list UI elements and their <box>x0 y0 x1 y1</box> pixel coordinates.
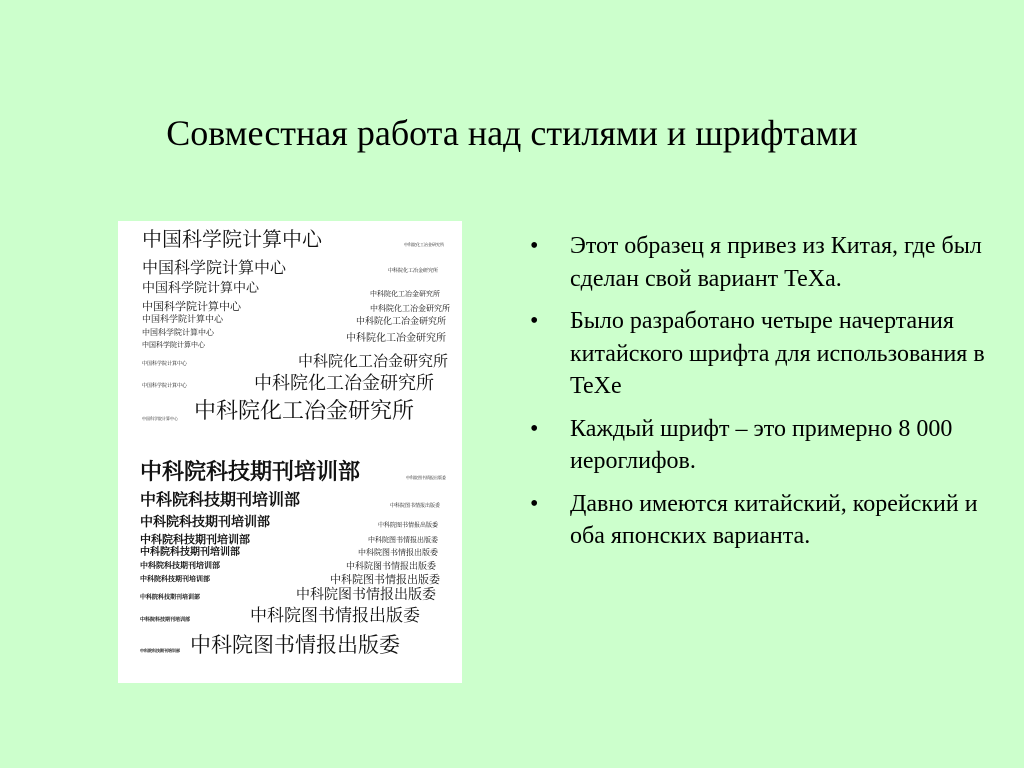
bullet-marker: • <box>530 415 539 442</box>
sample-row: 中科院化工冶金研究所 <box>346 333 446 344</box>
sample-row: 中科院化工冶金研究所 <box>356 317 447 327</box>
sample-row: 中国科学院计算中心 <box>142 361 188 367</box>
sample-row: 中科院图书情报出版委 <box>250 606 420 626</box>
sample-row: 中科院化工冶金研究所 <box>254 373 434 394</box>
sample-row: 中科院科技期刊培训部 <box>140 617 191 623</box>
sample-row: 中科院图书情报出版委 <box>390 503 441 509</box>
sample-row: 中科院科技期刊培训部 <box>140 490 301 509</box>
sample-row: 中科院图书情报出版委 <box>346 562 437 572</box>
sample-row: 中国科学院计算中心 <box>142 315 224 325</box>
sample-row: 中科院科技期刊培训部 <box>140 533 250 546</box>
sample-row: 中科院化工冶金研究所 <box>388 268 439 274</box>
sample-row: 中科院科技期刊培训部 <box>140 648 180 653</box>
sample-row: 中科院科技期刊培训部 <box>140 561 220 570</box>
bullet-item <box>530 305 1000 403</box>
bullet-list <box>530 230 1000 563</box>
bullet-text: Было разработано четыре начертания китайского шрифта для использования в TeXe <box>570 308 985 399</box>
sample-row: 中国科学院计算中心 <box>142 258 287 277</box>
bullet-marker: • <box>530 233 539 259</box>
sample-row: 中国科学院计算中心 <box>142 227 322 251</box>
sample-row: 中科院科技期刊培训部 <box>140 515 271 530</box>
sample-row: 中科院图书情报出版委 <box>296 587 436 603</box>
sample-row: 中科院科技期刊培训部 <box>140 547 240 558</box>
sample-row: 中科院图书情报出版委 <box>378 522 439 529</box>
sample-row: 中科院科技期刊培训部 <box>140 594 201 601</box>
sample-row: 中科院化工冶金研究所 <box>370 290 440 298</box>
slide-title: Совместная работа над стилями и шрифтами <box>166 113 858 153</box>
sample-row: 中科院图书情报出版委 <box>368 536 438 544</box>
bullet-item <box>530 230 1000 295</box>
bullet-text: Каждый шрифт – это примерно 8 000 иероглифов. <box>570 415 953 474</box>
bullet-marker: • <box>530 490 539 517</box>
sample-row: 中科院科技期刊培训部 <box>140 460 361 485</box>
sample-row: 中国科学院计算中心 <box>142 281 260 296</box>
sample-row: 中国科学院计算中心 <box>142 416 178 421</box>
sample-row: 中科院图书情报出版委 <box>330 573 440 586</box>
sample-row: 中科院图书情报出版委 <box>358 548 438 557</box>
sample-row: 中科院化工冶金研究所 <box>370 304 450 313</box>
bullet-text: Этот образец я привез из Китая, где был сделан свой вариант TeXa. <box>570 233 982 292</box>
sample-row: 中科院化工冶金研究所 <box>404 242 444 247</box>
chinese-font-sample-image <box>118 221 462 683</box>
sample-row: 中国科学院计算中心 <box>142 383 188 389</box>
bullet-item <box>530 488 1000 553</box>
bullet-marker: • <box>530 308 539 334</box>
sample-row: 中科院图书情报出版委 <box>406 475 446 480</box>
sample-row: 中科院图书情报出版委 <box>190 633 400 657</box>
bullet-item <box>530 413 1000 478</box>
bullet-text: Давно имеются китайский, корейский и оба японских варианта. <box>570 490 978 549</box>
sample-row: 中科院科技期刊培训部 <box>140 575 210 583</box>
sample-row: 中国科学院计算中心 <box>142 300 241 313</box>
sample-row: 中国科学院计算中心 <box>142 328 214 337</box>
sample-row: 中国科学院计算中心 <box>142 341 205 349</box>
sample-row: 中科院化工冶金研究所 <box>298 352 449 370</box>
sample-row: 中科院化工冶金研究所 <box>194 399 415 424</box>
